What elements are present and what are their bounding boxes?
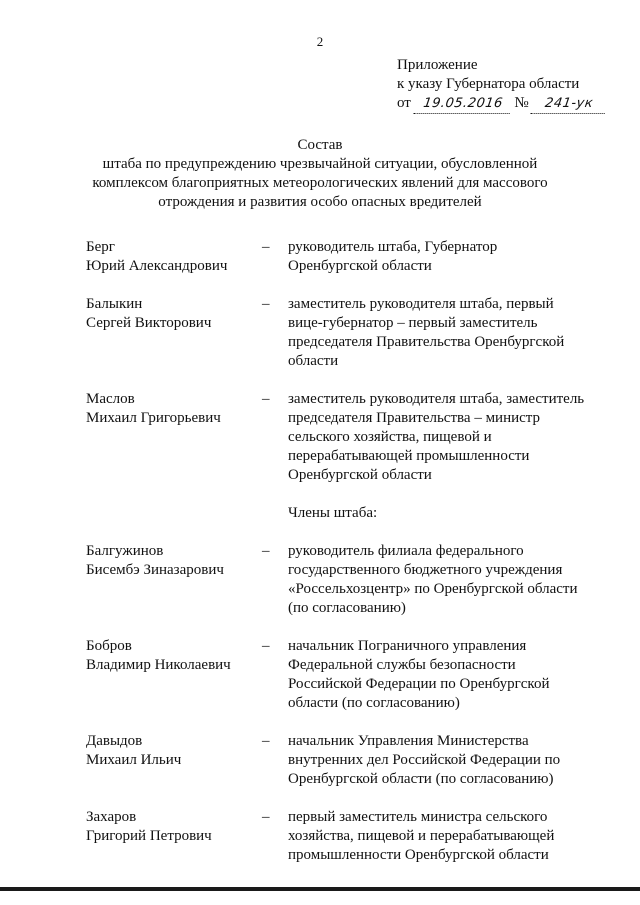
dash-separator: – (262, 543, 270, 559)
person-name (86, 238, 262, 276)
surname: Бобров (86, 638, 132, 654)
dash-separator: – (262, 391, 270, 407)
number-sign: № (514, 95, 529, 111)
dash-separator: – (262, 296, 270, 312)
given-names: Владимир Николаевич (86, 657, 231, 673)
person-name (86, 808, 262, 865)
dash-separator: – (262, 638, 270, 654)
given-names: Юрий Александрович (86, 258, 228, 274)
person-name (86, 637, 262, 713)
document-title (0, 136, 640, 212)
given-names: Бисембэ Зиназарович (86, 562, 224, 578)
given-names: Михаил Григорьевич (86, 410, 221, 426)
title-line-2: комплексом благоприятных метеорологических явлений для массового (92, 175, 548, 191)
appendix-label: Приложение (397, 57, 478, 73)
staff-entry (86, 238, 586, 276)
person-name (86, 542, 262, 618)
appendix-decree-ref: к указу Губернатора области (397, 76, 580, 92)
date-prefix: от (397, 95, 411, 111)
surname: Балгужинов (86, 543, 164, 559)
staff-entry (86, 542, 586, 618)
surname: Захаров (86, 809, 137, 825)
handwritten-number: 241-ук (531, 94, 608, 114)
person-name (86, 295, 262, 371)
given-names: Михаил Ильич (86, 752, 182, 768)
title-heading: Состав (297, 137, 343, 153)
title-line-1: штаба по предупреждению чрезвычайной ситуации, обусловленной (102, 156, 538, 172)
staff-entry (86, 295, 586, 371)
appendix-header (397, 56, 606, 114)
staff-entry (86, 390, 586, 485)
dash-separator: – (262, 809, 270, 825)
staff-entry (86, 808, 586, 865)
page-bottom-rule (0, 887, 640, 891)
page-number: 2 (316, 34, 324, 49)
handwritten-date: 19.05.2016 (413, 94, 512, 114)
surname: Давыдов (86, 733, 143, 749)
surname: Маслов (86, 391, 135, 407)
surname: Берг (86, 239, 115, 255)
role-description: первый заместитель министра сельского хозяйства, пищевой и перерабатывающей промышленности Оренбургской области (288, 809, 555, 863)
staff-list (86, 238, 586, 865)
role-description: заместитель руководителя штаба, первый вице-губернатор – первый заместитель председателя Правительства Оренбургской области (288, 296, 565, 369)
staff-entry (86, 732, 586, 789)
appendix-date-number (397, 94, 606, 114)
given-names: Сергей Викторович (86, 315, 212, 331)
role-description: заместитель руководителя штаба, заместитель председателя Правительства – министр сельского хозяйства, пищевой и перерабатывающей промышленности Оренбургской области (288, 391, 585, 483)
role-description: начальник Управления Министерства внутренних дел Российской Федерации по Оренбургской области (по согласованию) (288, 733, 561, 787)
members-heading: Члены штаба: (288, 505, 378, 521)
title-line-3: отрождения и развития особо опасных вредителей (158, 194, 482, 210)
surname: Балыкин (86, 296, 143, 312)
dash-separator: – (262, 239, 270, 255)
role-description: руководитель филиала федерального государственного бюджетного учреждения «Россельхозцентр» по Оренбургской области (по согласованию) (288, 543, 578, 616)
dash-separator: – (262, 733, 270, 749)
person-name (86, 732, 262, 789)
staff-entry (86, 637, 586, 713)
role-description: руководитель штаба, Губернатор Оренбургской области (288, 239, 498, 274)
person-name (86, 390, 262, 485)
given-names: Григорий Петрович (86, 828, 212, 844)
role-description: начальник Пограничного управления Федеральной службы безопасности Российской Федерации по Оренбургской области (по согласованию) (288, 638, 550, 711)
